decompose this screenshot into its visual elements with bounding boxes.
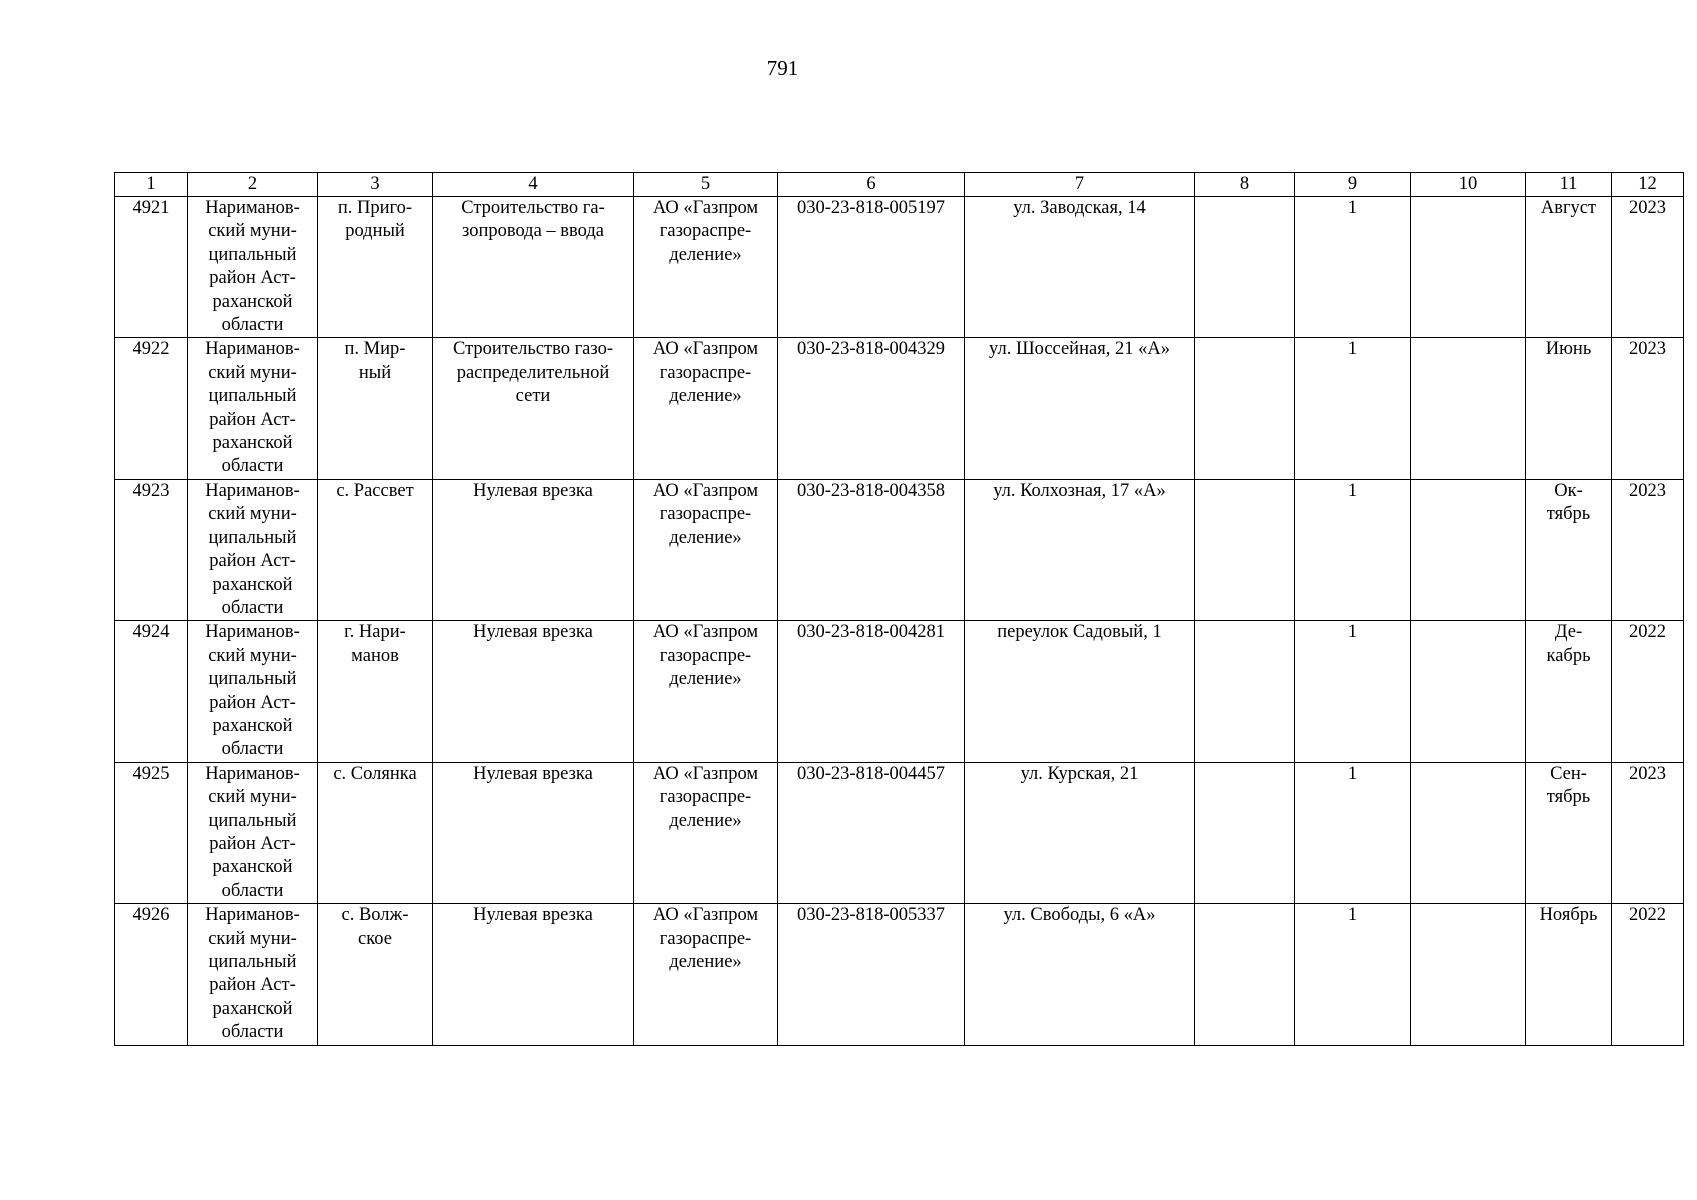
- district-cell-line: ципальный: [208, 952, 297, 972]
- settlement-cell-line: манов: [351, 645, 399, 666]
- row-number-cell: 4922: [115, 338, 188, 479]
- table-row: [115, 621, 1684, 762]
- year-cell: 2023: [1612, 197, 1684, 338]
- district-cell-line: Нариманов-: [205, 622, 300, 643]
- work-type-cell-line: сети: [515, 386, 551, 407]
- column-header-4: 4: [433, 173, 634, 197]
- address-cell: ул. Шоссейная, 21 «А»: [965, 338, 1195, 479]
- organization-cell: [634, 621, 778, 762]
- work-type-cell-line: Нулевая врезка: [473, 622, 593, 643]
- column-number-row: [115, 173, 1684, 197]
- organization-cell: [634, 479, 778, 620]
- district-cell-line: раханской: [212, 857, 293, 878]
- organization-cell-line: деление»: [669, 244, 742, 265]
- column-header-11: 11: [1526, 173, 1612, 197]
- district-cell: [188, 197, 318, 338]
- address-cell: ул. Колхозная, 17 «А»: [965, 479, 1195, 620]
- column-10-cell: [1411, 338, 1526, 479]
- year-cell: 2022: [1612, 904, 1684, 1045]
- organization-cell: [634, 197, 778, 338]
- work-type-cell: [433, 338, 634, 479]
- column-header-9: 9: [1295, 173, 1411, 197]
- organization-cell: [634, 762, 778, 903]
- district-cell-line: области: [221, 880, 284, 901]
- district-cell-line: раханской: [212, 574, 293, 595]
- settlement-cell: [318, 904, 433, 1045]
- settlement-cell-line: г. Нари-: [344, 622, 406, 643]
- row-number-cell: 4924: [115, 621, 188, 762]
- work-type-cell-line: зопровода – ввода: [462, 221, 604, 242]
- settlement-cell-line: с. Рассвет: [336, 480, 414, 501]
- district-cell-line: ский муни-: [208, 362, 297, 383]
- work-type-cell-line: распределительной: [456, 362, 610, 383]
- district-cell-line: области: [221, 739, 284, 760]
- address-cell: ул. Курская, 21: [965, 762, 1195, 903]
- row-number-cell: 4925: [115, 762, 188, 903]
- month-cell-line: тябрь: [1546, 504, 1591, 525]
- district-cell: [188, 904, 318, 1045]
- column-header-3: 3: [318, 173, 433, 197]
- object-code-cell: 030-23-818-004457: [778, 762, 965, 903]
- district-cell-line: район Аст-: [209, 833, 296, 854]
- column-10-cell: [1411, 904, 1526, 1045]
- organization-cell-line: деление»: [669, 527, 742, 548]
- month-cell: [1526, 762, 1612, 903]
- district-cell-line: ципальный: [208, 669, 297, 690]
- district-cell-line: район Аст-: [209, 268, 296, 289]
- table-row: [115, 197, 1684, 338]
- district-cell-line: Нариманов-: [205, 480, 300, 501]
- organization-cell-line: газораспре-: [659, 504, 752, 525]
- object-code-cell: 030-23-818-005337: [778, 904, 965, 1045]
- column-8-cell: [1195, 197, 1295, 338]
- column-8-cell: [1195, 479, 1295, 620]
- column-9-cell: 1: [1295, 904, 1411, 1045]
- year-cell: 2022: [1612, 621, 1684, 762]
- organization-cell-line: деление»: [669, 386, 742, 407]
- organization-cell-line: деление»: [669, 810, 742, 831]
- column-9-cell: 1: [1295, 338, 1411, 479]
- column-9-cell: 1: [1295, 479, 1411, 620]
- district-cell: [188, 479, 318, 620]
- organization-cell-line: газораспре-: [659, 928, 752, 949]
- organization-cell-line: газораспре-: [659, 362, 752, 383]
- district-cell-line: области: [221, 456, 284, 477]
- month-cell: [1526, 338, 1612, 479]
- object-code-cell: 030-23-818-005197: [778, 197, 965, 338]
- row-number-cell: 4923: [115, 479, 188, 620]
- district-cell-line: раханской: [212, 998, 293, 1019]
- district-cell-line: области: [221, 597, 284, 618]
- month-cell-line: Ноябрь: [1539, 905, 1598, 926]
- organization-cell-line: АО «Газпром: [652, 763, 759, 784]
- column-9-cell: 1: [1295, 621, 1411, 762]
- month-cell: [1526, 621, 1612, 762]
- work-type-cell-line: Нулевая врезка: [473, 905, 593, 926]
- month-cell-line: Июнь: [1545, 339, 1592, 360]
- organization-cell-line: деление»: [669, 669, 742, 690]
- district-cell-line: Нариманов-: [205, 339, 300, 360]
- district-cell-line: район Аст-: [209, 692, 296, 713]
- settlement-cell-line: с. Солянка: [333, 763, 417, 784]
- district-cell: [188, 762, 318, 903]
- column-10-cell: [1411, 621, 1526, 762]
- column-header-7: 7: [965, 173, 1195, 197]
- district-cell-line: области: [221, 1022, 284, 1043]
- work-type-cell: [433, 762, 634, 903]
- district-cell: [188, 621, 318, 762]
- month-cell-line: Ок-: [1554, 480, 1583, 501]
- row-number-cell: 4926: [115, 904, 188, 1045]
- district-cell-line: Нариманов-: [205, 763, 300, 784]
- month-cell: [1526, 197, 1612, 338]
- organization-cell-line: деление»: [669, 952, 742, 972]
- district-cell-line: раханской: [212, 715, 293, 736]
- organization-cell-line: газораспре-: [659, 221, 752, 242]
- settlement-cell: [318, 338, 433, 479]
- column-8-cell: [1195, 338, 1295, 479]
- settlement-cell-line: ское: [358, 928, 392, 949]
- district-cell-line: ский муни-: [208, 645, 297, 666]
- register-table: [114, 172, 1684, 1046]
- settlement-cell-line: родный: [345, 221, 405, 242]
- object-code-cell: 030-23-818-004329: [778, 338, 965, 479]
- month-cell-line: Август: [1540, 198, 1597, 218]
- district-cell-line: раханской: [212, 433, 293, 454]
- organization-cell-line: АО «Газпром: [652, 622, 759, 643]
- column-10-cell: [1411, 197, 1526, 338]
- settlement-cell: [318, 197, 433, 338]
- settlement-cell-line: ный: [358, 362, 392, 383]
- address-cell: ул. Заводская, 14: [965, 197, 1195, 338]
- district-cell-line: области: [221, 315, 284, 336]
- organization-cell-line: газораспре-: [659, 787, 752, 808]
- work-type-cell-line: Нулевая врезка: [473, 763, 593, 784]
- address-cell: ул. Свободы, 6 «А»: [965, 904, 1195, 1045]
- district-cell-line: район Аст-: [209, 551, 296, 572]
- table-row: [115, 904, 1684, 1045]
- column-10-cell: [1411, 479, 1526, 620]
- district-cell-line: ский муни-: [208, 504, 297, 525]
- month-cell-line: Де-: [1554, 622, 1583, 643]
- column-header-5: 5: [634, 173, 778, 197]
- column-9-cell: 1: [1295, 197, 1411, 338]
- object-code-cell: 030-23-818-004358: [778, 479, 965, 620]
- column-8-cell: [1195, 762, 1295, 903]
- district-cell-line: район Аст-: [209, 975, 296, 996]
- work-type-cell-line: Строительство газо-: [453, 339, 613, 360]
- column-header-1: 1: [115, 173, 188, 197]
- month-cell-line: Сен-: [1550, 763, 1587, 784]
- month-cell-line: кабрь: [1546, 645, 1591, 666]
- district-cell-line: ципальный: [208, 810, 297, 831]
- table-row: [115, 479, 1684, 620]
- district-cell-line: ципальный: [208, 244, 297, 265]
- work-type-cell: [433, 197, 634, 338]
- settlement-cell-line: с. Волж-: [341, 905, 409, 926]
- district-cell-line: ский муни-: [208, 787, 297, 808]
- object-code-cell: 030-23-818-004281: [778, 621, 965, 762]
- page-number: 791: [766, 56, 799, 80]
- settlement-cell-line: п. Приго-: [337, 198, 413, 218]
- district-cell-line: ципальный: [208, 386, 297, 407]
- column-8-cell: [1195, 904, 1295, 1045]
- month-cell-line: тябрь: [1546, 787, 1591, 808]
- month-cell: [1526, 904, 1612, 1045]
- work-type-cell-line: Строительство га-: [461, 198, 605, 218]
- settlement-cell-line: п. Мир-: [344, 339, 406, 360]
- year-cell: 2023: [1612, 479, 1684, 620]
- column-8-cell: [1195, 621, 1295, 762]
- year-cell: 2023: [1612, 338, 1684, 479]
- work-type-cell: [433, 479, 634, 620]
- organization-cell-line: АО «Газпром: [652, 480, 759, 501]
- column-header-12: 12: [1612, 173, 1684, 197]
- year-cell: 2023: [1612, 762, 1684, 903]
- district-cell: [188, 338, 318, 479]
- organization-cell-line: АО «Газпром: [652, 339, 759, 360]
- organization-cell: [634, 338, 778, 479]
- column-10-cell: [1411, 762, 1526, 903]
- column-9-cell: 1: [1295, 762, 1411, 903]
- district-cell-line: Нариманов-: [205, 905, 300, 926]
- organization-cell-line: АО «Газпром: [652, 198, 759, 218]
- work-type-cell: [433, 904, 634, 1045]
- district-cell-line: район Аст-: [209, 409, 296, 430]
- district-cell-line: ципальный: [208, 527, 297, 548]
- address-cell: переулок Садовый, 1: [965, 621, 1195, 762]
- column-header-6: 6: [778, 173, 965, 197]
- organization-cell: [634, 904, 778, 1045]
- column-header-8: 8: [1195, 173, 1295, 197]
- district-cell-line: Нариманов-: [205, 198, 300, 218]
- organization-cell-line: АО «Газпром: [652, 905, 759, 926]
- organization-cell-line: газораспре-: [659, 645, 752, 666]
- row-number-cell: 4921: [115, 197, 188, 338]
- district-cell-line: ский муни-: [208, 221, 297, 242]
- column-header-10: 10: [1411, 173, 1526, 197]
- table-row: [115, 338, 1684, 479]
- work-type-cell: [433, 621, 634, 762]
- district-cell-line: раханской: [212, 291, 293, 312]
- settlement-cell: [318, 621, 433, 762]
- work-type-cell-line: Нулевая врезка: [473, 480, 593, 501]
- settlement-cell: [318, 762, 433, 903]
- month-cell: [1526, 479, 1612, 620]
- settlement-cell: [318, 479, 433, 620]
- district-cell-line: ский муни-: [208, 928, 297, 949]
- column-header-2: 2: [188, 173, 318, 197]
- table-row: [115, 762, 1684, 903]
